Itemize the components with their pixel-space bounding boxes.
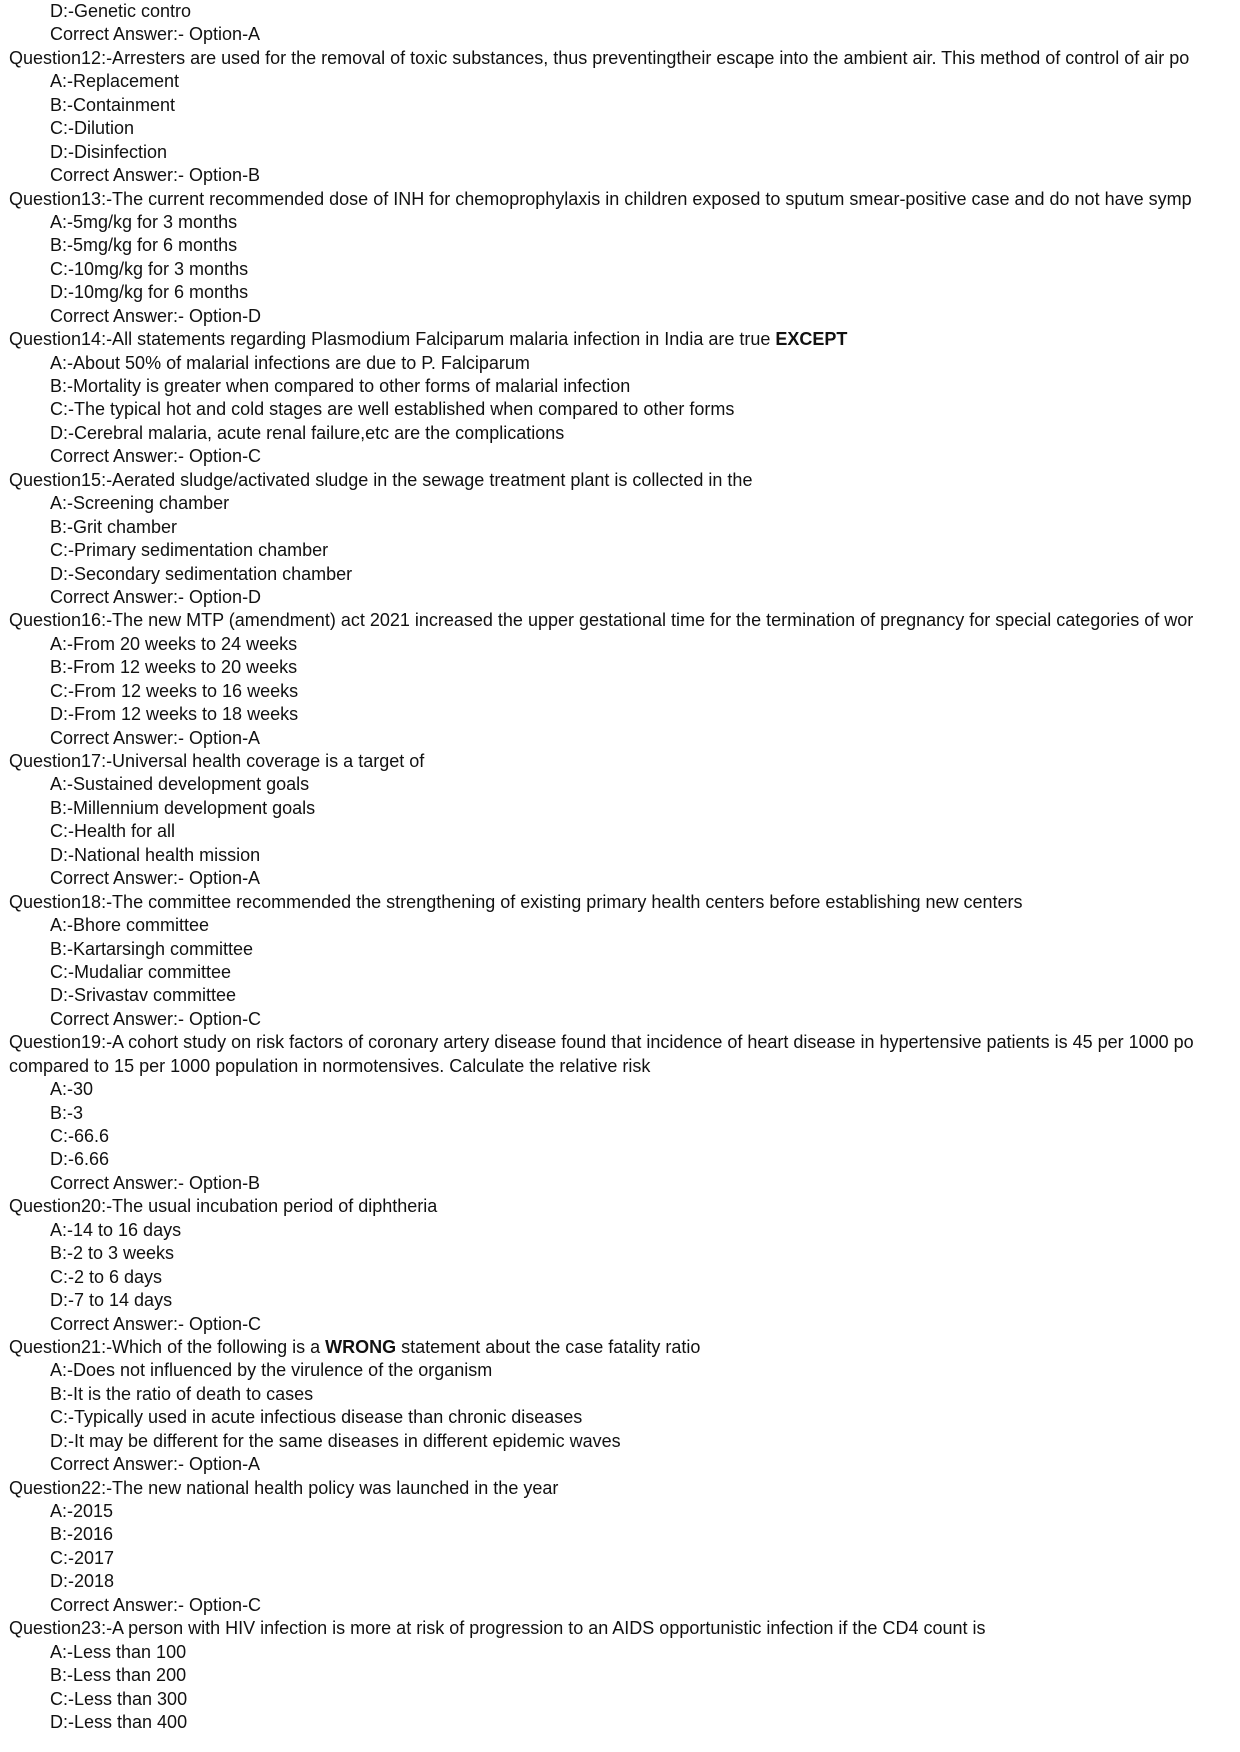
answer-option: B:-Less than 200	[50, 1665, 187, 1686]
answer-option: A:-Replacement	[50, 71, 180, 92]
question-text-part: compared to 15 per 1000 population in normotensives. Calculate the relative risk	[9, 1055, 651, 1076]
answer-option: D:-It may be different for the same diseases in different epidemic waves	[50, 1430, 621, 1451]
question-text-part: Question19:-A cohort study on risk factors of coronary artery disease found that incidence of heart disease in hypertensive patients is 45 per 1000 po	[9, 1032, 1194, 1053]
answer-option: D:-2018	[50, 1571, 115, 1592]
correct-answer: Correct Answer:- Option-D	[50, 305, 262, 326]
question-text	[0, 1031, 1240, 1054]
question-text-part: statement about the case fatality ratio	[396, 1336, 701, 1357]
answer-option: B:-Grit chamber	[50, 516, 178, 537]
question-text	[0, 1336, 1240, 1359]
correct-answer: Correct Answer:- Option-C	[50, 1313, 262, 1334]
correct-answer: Correct Answer:- Option-A	[50, 1454, 261, 1475]
answer-option: D:-7 to 14 days	[50, 1290, 173, 1311]
question-text	[0, 328, 1240, 351]
question-text	[0, 1617, 1240, 1640]
question-text-part: Question14:-All statements regarding Plasmodium Falciparum malaria infection in India are true	[9, 329, 776, 350]
answer-option: A:-About 50% of malarial infections are due to P. Falciparum	[50, 352, 530, 373]
answer-option: B:-5mg/kg for 6 months	[50, 235, 238, 256]
correct-answer: Correct Answer:- Option-B	[50, 1172, 261, 1193]
answer-option: D:-Less than 400	[50, 1711, 188, 1732]
question-text-part: Question15:-Aerated sludge/activated sludge in the sewage treatment plant is collected in the	[9, 469, 753, 490]
answer-option: C:-Primary sedimentation chamber	[50, 540, 329, 561]
question-text	[0, 609, 1240, 632]
question-text-part: Question22:-The new national health policy was launched in the year	[9, 1477, 559, 1498]
correct-answer: Correct Answer:- Option-C	[50, 1594, 262, 1615]
answer-option: A:-5mg/kg for 3 months	[50, 211, 238, 232]
answer-option: D:-Srivastav committee	[50, 985, 237, 1006]
answer-option: D:-From 12 weeks to 18 weeks	[50, 704, 299, 725]
emphasis-text: WRONG	[325, 1336, 397, 1357]
correct-answer: Correct Answer:- Option-D	[50, 586, 262, 607]
correct-answer: Correct Answer:- Option-B	[50, 165, 261, 186]
question-text	[0, 1477, 1240, 1500]
question-text	[0, 750, 1240, 773]
answer-option: A:-2015	[50, 1501, 114, 1521]
answer-option: B:-Mortality is greater when compared to other forms of malarial infection	[50, 376, 631, 396]
answer-option: D:-10mg/kg for 6 months	[50, 282, 249, 303]
answer-option: C:-Typically used in acute infectious disease than chronic diseases	[50, 1407, 583, 1428]
answer-option: A:-Bhore committee	[50, 915, 210, 936]
answer-option: B:-Millennium development goals	[50, 797, 316, 818]
question-text-part: Question13:-The current recommended dose of INH for chemoprophylaxis in children exposed to sputum smear-positive case and do not have symp	[9, 188, 1192, 209]
answer-option: B:-3	[50, 1102, 84, 1123]
answer-option: B:-Kartarsingh committee	[50, 938, 254, 959]
answer-option: B:-2 to 3 weeks	[50, 1243, 175, 1264]
question-text-part: Question12:-Arresters are used for the removal of toxic substances, thus preventingtheir escape into the ambient air. This method of control of air po	[9, 47, 1190, 68]
answer-option: A:-14 to 16 days	[50, 1219, 182, 1240]
question-text-part: Question21:-Which of the following is a	[9, 1336, 326, 1357]
answer-option: D:-Cerebral malaria, acute renal failure,etc are the complications	[50, 422, 565, 443]
answer-option: C:-10mg/kg for 3 months	[50, 258, 249, 279]
question-text-part: Question17:-Universal health coverage is a target of	[9, 751, 425, 771]
answer-option: C:-Less than 300	[50, 1688, 188, 1709]
question-text	[0, 891, 1240, 914]
question-text	[0, 188, 1240, 211]
answer-option: A:-Less than 100	[50, 1641, 187, 1662]
question-text	[0, 47, 1240, 70]
question-text-part: Question18:-The committee recommended the strengthening of existing primary health centers before establishing new centers	[9, 891, 1023, 912]
answer-option: D:-6.66	[50, 1149, 110, 1170]
answer-option: B:-It is the ratio of death to cases	[50, 1383, 314, 1404]
correct-answer: Correct Answer:- Option-A	[50, 868, 261, 889]
answer-option: D:-Disinfection	[50, 141, 168, 162]
answer-option: C:-From 12 weeks to 16 weeks	[50, 680, 299, 701]
answer-option: B:-2016	[50, 1524, 114, 1545]
answer-option: D:-National health mission	[50, 844, 261, 865]
answer-option: C:-Mudaliar committee	[50, 961, 232, 982]
answer-option: C:-2 to 6 days	[50, 1266, 163, 1287]
question-text-part: Question20:-The usual incubation period of diphtheria	[9, 1196, 438, 1217]
answer-option: C:-Health for all	[50, 821, 176, 842]
question-text	[0, 1195, 1240, 1218]
correct-answer: Correct Answer:- Option-C	[50, 1008, 262, 1029]
emphasis-text: EXCEPT	[775, 329, 848, 350]
answer-option: D:-Genetic contro	[50, 1, 192, 21]
answer-option: A:-30	[50, 1079, 94, 1100]
correct-answer: Correct Answer:- Option-C	[50, 446, 262, 467]
answer-option: B:-From 12 weeks to 20 weeks	[50, 657, 298, 678]
answer-option: C:-66.6	[50, 1126, 110, 1146]
question-text-part: Question23:-A person with HIV infection is more at risk of progression to an AIDS opportunistic infection if the CD4 count is	[9, 1618, 986, 1639]
question-text	[0, 469, 1240, 492]
answer-option: B:-Containment	[50, 94, 176, 115]
answer-option: A:-Screening chamber	[50, 493, 230, 514]
answer-option: C:-The typical hot and cold stages are well established when compared to other forms	[50, 399, 735, 420]
answer-option: A:-Sustained development goals	[50, 774, 310, 795]
question-text	[0, 1055, 1240, 1078]
correct-answer: Correct Answer:- Option-A	[50, 24, 261, 45]
question-text-part: Question16:-The new MTP (amendment) act 2021 increased the upper gestational time for the termination of pregnancy for special categories of wor	[9, 610, 1194, 631]
correct-answer: Correct Answer:- Option-A	[50, 727, 261, 748]
answer-option: A:-From 20 weeks to 24 weeks	[50, 633, 298, 654]
answer-option: C:-Dilution	[50, 118, 135, 139]
answer-option: A:-Does not influenced by the virulence of the organism	[50, 1360, 493, 1381]
answer-option: C:-2017	[50, 1547, 115, 1568]
answer-option: D:-Secondary sedimentation chamber	[50, 563, 353, 584]
